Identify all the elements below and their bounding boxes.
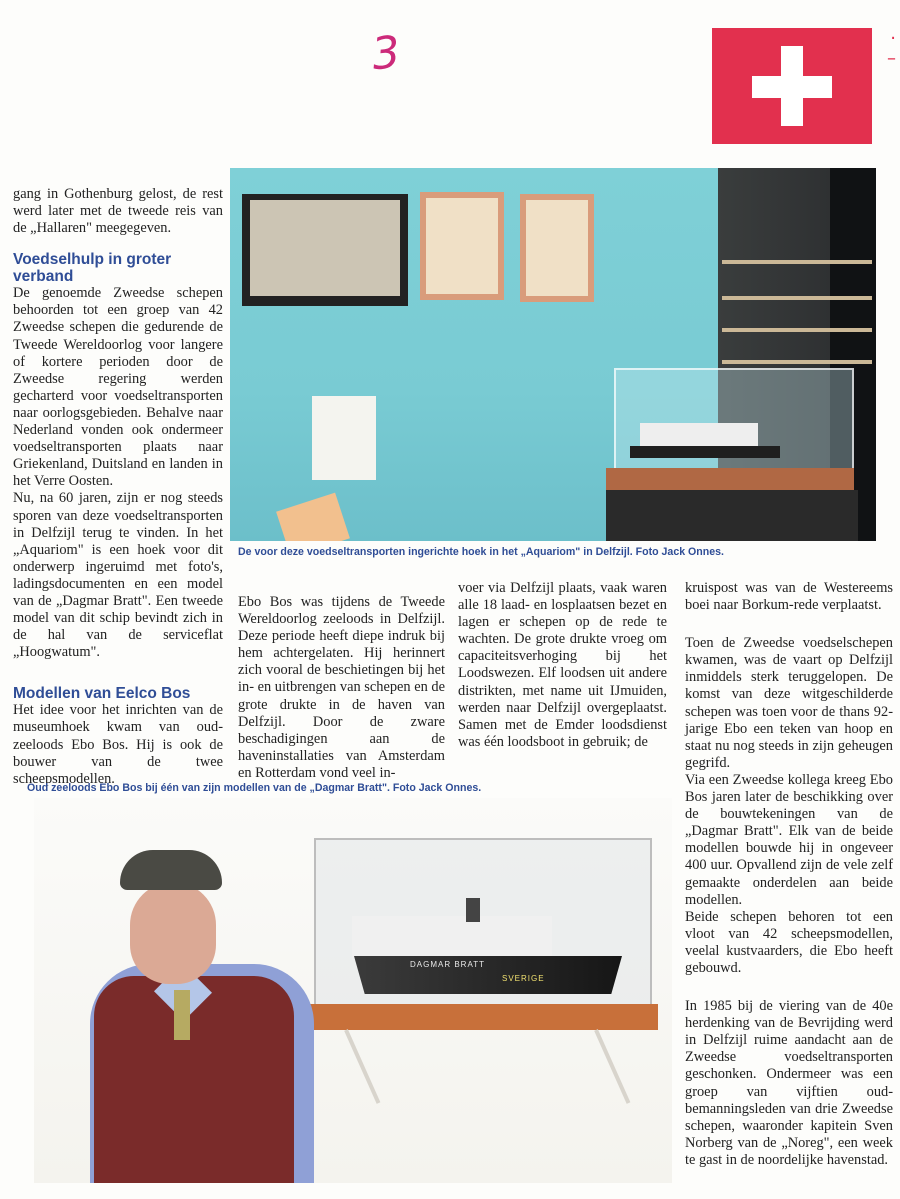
person-face [130, 882, 216, 984]
person-tie [174, 990, 190, 1040]
framed-document [242, 194, 408, 306]
edge-mark: · [890, 28, 896, 49]
paper-tag [276, 493, 350, 541]
photo-caption: De voor deze voedseltransporten ingerichte hoek in het „Aquariom" in Delfzijl. Foto Jack Onnes. [238, 546, 724, 558]
article-column-1 [13, 186, 223, 788]
ship-model-hull [354, 956, 622, 994]
article-column-3 [458, 580, 667, 751]
hull-name-text: DAGMAR BRATT [410, 960, 485, 969]
shelf-bracket [344, 1029, 380, 1104]
paragraph: Beide schepen behoren tot een vloot van 42 scheepsmodellen, veelal kustvaarders, die Ebo heeft gebouwd. [685, 908, 893, 976]
ship-model-funnel [466, 898, 480, 922]
ship-model-superstructure [352, 916, 552, 960]
hull-flag-text: SVERIGE [502, 974, 545, 983]
wall-shelf [310, 1004, 658, 1030]
paragraph: voer via Delfzijl plaats, vaak waren alle 18 laad- en losplaatsen bezet en lagen er schepen op de rede te wachten. De grote drukte vroeg om capaciteitsverhoging bij het Loodswezen. Elf loodsen uit andere distrikten, met name uit IJmuiden, werden naar Delfzijl overgeplaatst. Samen met de Emder loodsdienst was één loodsboot in gebruik; de [458, 580, 667, 750]
article-column-2 [238, 594, 445, 782]
paragraph: Ebo Bos was tijdens de Tweede Wereldoorlog zeeloods in Delfzijl. Deze periode heeft diepe indruk bij hem achtergelaten. Hij herinnert zich vooral de beschietingen bij het in- en uitbrengen van schepen en de grote drukte in de haven van Delfzijl. Door de zware beschadigingen aan de haveninstallaties van Amsterdam en Rotterdam vond veel in- [238, 594, 445, 781]
flag-cross-horizontal [752, 76, 832, 98]
rope-barrier [722, 260, 872, 264]
paragraph: De genoemde Zweedse schepen behoorden tot een groep van 42 Zweedse schepen die gedurende de Tweede Wereldoorlog voor langere of kortere perioden door de Zweedse regering werden gecharterd voor voedseltransporten naar oorlogsgebieden. Behalve naar Nederland vonden ook ondermeer voedseltransporten plaats naar Griekenland, Duitsland en landen in het Verre Oosten. [13, 285, 223, 490]
rope-barrier [722, 360, 872, 364]
section-heading: Voedselhulp in groter verband [13, 251, 172, 286]
rope-barrier [722, 296, 872, 300]
paragraph: kruispost was van de Westereems boei naar Borkum-rede verplaatst. [685, 580, 893, 614]
display-base [606, 468, 854, 490]
shelf-bracket [594, 1029, 630, 1104]
paragraph: Via een Zweedse kollega kreeg Ebo Bos jaren later de beschikking over de bouwtekeningen van de „Dagmar Bratt". Elk van de beide modellen bouwde hij in ongeveer 400 uur. Opvallend zijn de vele zelf gemaakte onderdelen aan beide modellen. [685, 771, 893, 908]
pilot-with-model-photo [34, 798, 672, 1183]
page-number: 3 [369, 26, 403, 81]
paragraph: Het idee voor het inrichten van de museumhoek kwam van oud-zeeloods Ebo Bos. Hij is ook de bouwer van de twee scheepsmodellen. [13, 702, 223, 787]
framed-document [520, 194, 594, 302]
paragraph: Nu, na 60 jaren, zijn er nog steeds sporen van deze voedseltransporten in Delfzijl terug te vinden. In het „Aquariom" is een hoek voor dit onderwerp ingeruimd met foto's, ladingsdocumenten en een model van de „Dagmar Bratt". Een tweede model van dit schip bevindt zich in de hal van de serviceflat „Hoogwatum". [13, 490, 223, 661]
photo-caption: Oud zeeloods Ebo Bos bij één van zijn modellen van de „Dagmar Bratt". Foto Jack Onnes. [27, 782, 482, 794]
ship-model-hull [630, 446, 780, 458]
person-cap [120, 850, 222, 890]
article-column-4 [685, 580, 893, 1169]
museum-corner-photo [230, 168, 876, 541]
paper-note [312, 396, 376, 480]
paragraph: In 1985 bij de viering van de 40e herdenking van de Bevrijding werd in Delfzijl ruime aandacht aan de Zweedse voedseltransporten geschonken. Ondermeer was een groep van vijftien oud-bemanningsleden van drie Zweedse schepen, waaronder kapitein Sven Norberg van de „Noreg", een week te gast in de noordelijke havenstad. [685, 998, 893, 1168]
section-heading: Modellen van Eelco Bos [13, 685, 191, 703]
framed-document [420, 192, 504, 300]
paragraph: gang in Gothenburg gelost, de rest werd later met de tweede reis van de „Hallaren" meegegeven. [13, 186, 223, 237]
swiss-flag-image [712, 28, 872, 144]
display-cabinet [606, 490, 858, 541]
paragraph: Toen de Zweedse voedselschepen kwamen, was de vaart op Delfzijl inmiddels sterk teruggelopen. De komst van deze witgeschilderde schepen was toen voor de thans 92-jarige Ebo een teken van hoop en staat nu nog steeds in zijn geheugen gegrifd. [685, 635, 893, 771]
edge-mark: – [887, 48, 896, 69]
rope-barrier [722, 328, 872, 332]
